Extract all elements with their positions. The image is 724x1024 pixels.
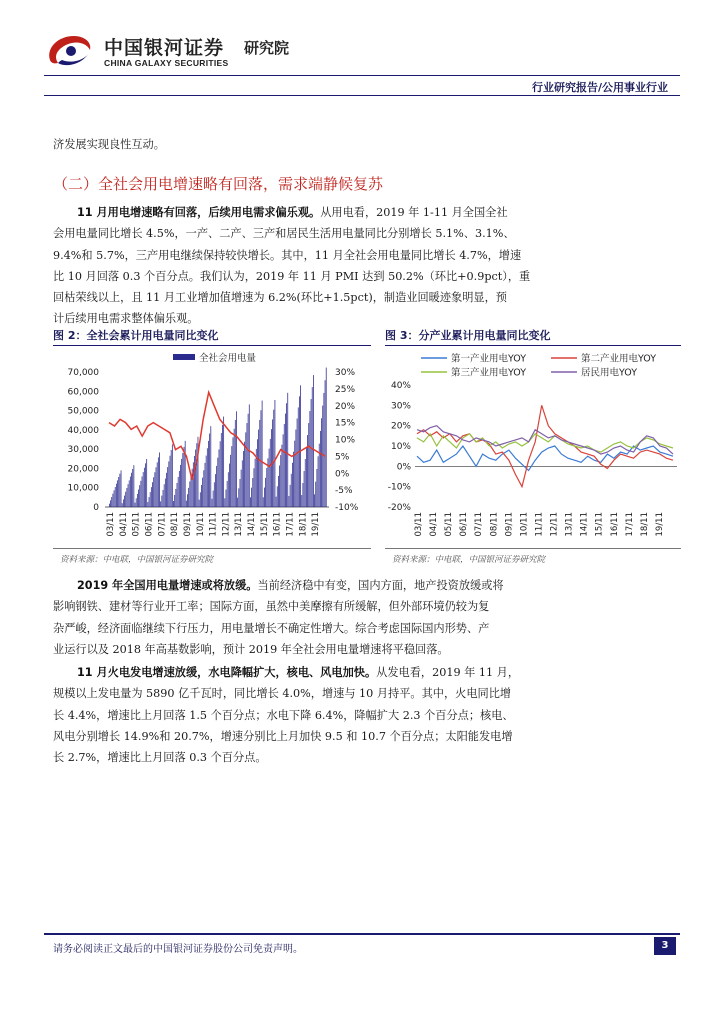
x-tick-label: 07/11: [474, 512, 485, 537]
bar: [266, 468, 267, 507]
x-tick-label: 09/11: [504, 512, 515, 537]
bar: [213, 491, 214, 507]
bar: [305, 459, 306, 507]
bar: [185, 441, 186, 507]
legend-label: 第二产业用电YOY: [581, 353, 657, 365]
bar: [182, 453, 183, 507]
y-right-tick-label: 20%: [335, 401, 356, 412]
legend-label: 第一产业用电YOY: [451, 353, 527, 365]
paragraph-text: 从用电看，2019 年 1-11 月全国全社: [320, 206, 508, 219]
bar: [292, 463, 293, 507]
bar: [124, 496, 125, 507]
bar: [265, 478, 266, 507]
bar: [215, 474, 216, 507]
bar: [226, 490, 227, 507]
bar: [142, 476, 143, 507]
paragraph-lead: 11 月火电发电增速放缓，水电降幅扩大，核电、风电加快。: [77, 666, 377, 679]
bar: [161, 496, 162, 507]
bar: [200, 492, 201, 507]
paragraph-line: 风电分别增长 14.9%和 20.7%，增速分别比上月加快 9.5 和 10.7 个百分点；太阳能发电增: [53, 729, 513, 743]
bar: [304, 471, 305, 507]
bar: [111, 497, 112, 507]
bar: [285, 414, 286, 507]
y-right-tick-label: -10%: [335, 503, 359, 513]
intro-tail-paragraph: [53, 134, 673, 155]
x-tick-label: 15/11: [594, 512, 605, 537]
page-number: 3: [654, 937, 676, 955]
y-left-tick-label: 50,000: [67, 406, 99, 417]
bar: [128, 484, 129, 507]
bar: [175, 489, 176, 507]
bar: [179, 471, 180, 507]
bar: [270, 439, 271, 507]
bar: [174, 495, 175, 507]
bar: [306, 447, 307, 507]
bar: [278, 476, 279, 507]
bar: [314, 494, 315, 507]
bar: [221, 433, 222, 507]
bar: [258, 430, 259, 507]
bar: [326, 368, 327, 507]
y-right-tick-label: -5%: [335, 486, 353, 497]
bar: [150, 492, 151, 507]
bar: [262, 401, 263, 507]
x-tick-label: 03/11: [106, 512, 116, 537]
footer-disclaimer: 请务必阅读正文最后的中国银河证券股份公司免责声明。: [53, 944, 303, 955]
bar: [284, 424, 285, 507]
paragraph-line: 业运行以及 2018 年高基数影响，预计 2019 年全社会用电量增速将平稳回落。: [53, 642, 449, 656]
figure2-title: 图 2：全社会累计用电量同比变化: [53, 329, 219, 342]
bar: [163, 490, 164, 507]
bar: [244, 442, 245, 507]
bar: [157, 462, 158, 507]
bar: [139, 485, 140, 507]
x-tick-label: 13/11: [234, 512, 245, 537]
x-tick-label: 17/11: [285, 512, 296, 537]
x-tick-label: 15/11: [259, 512, 270, 537]
bar: [251, 488, 252, 507]
bar: [171, 450, 172, 507]
bar: [194, 456, 195, 507]
bar: [118, 477, 119, 507]
report-type-label: 行业研究报告/公用事业行业: [531, 81, 668, 94]
bar: [147, 502, 148, 507]
bar: [180, 465, 181, 507]
bar: [261, 410, 262, 507]
bar: [312, 387, 313, 507]
bar: [234, 429, 235, 507]
bar: [138, 490, 139, 507]
bar: [318, 456, 319, 507]
x-tick-label: 06/11: [144, 512, 155, 537]
bar: [173, 501, 174, 507]
bar: [170, 456, 171, 507]
bar: [189, 481, 190, 507]
department-name: 研究院: [244, 39, 290, 57]
legend-label: 第三产业用电YOY: [451, 367, 527, 379]
figure2-chart: [53, 347, 371, 545]
bar: [158, 457, 159, 507]
paragraph-2019-outlook: [53, 575, 673, 660]
bar: [156, 467, 157, 507]
bar: [217, 458, 218, 507]
bar: [129, 480, 130, 507]
company-name-en: CHINA GALAXY SECURITIES: [104, 58, 229, 68]
bar: [136, 498, 137, 507]
bar: [222, 425, 223, 507]
y-right-tick-label: 25%: [335, 384, 356, 395]
bar: [228, 472, 229, 507]
bar: [193, 462, 194, 507]
bar: [149, 497, 150, 507]
figure3-title-rule: [385, 345, 681, 346]
y-tick-label: -20%: [387, 503, 411, 513]
paragraph-line: 计后续用电需求整体偏乐观。: [53, 312, 199, 326]
bar: [132, 469, 133, 507]
x-tick-label: 06/11: [459, 512, 470, 537]
paragraph-line: 影响钢铁、建材等行业开工率；国际方面，虽然中美摩擦有所缓解，但外部环境仍较为复: [53, 600, 490, 614]
bar: [233, 437, 234, 507]
bar: [186, 501, 187, 507]
bar: [238, 488, 239, 507]
x-tick-label: 11/11: [208, 512, 219, 537]
bar: [207, 448, 208, 507]
y-right-tick-label: 0%: [335, 469, 350, 480]
paragraph-electricity-demand: [53, 202, 673, 330]
bar: [321, 418, 322, 507]
x-tick-label: 09/11: [182, 512, 193, 537]
y-tick-label: -10%: [387, 482, 411, 493]
bar: [187, 494, 188, 507]
bar: [206, 456, 207, 507]
x-tick-label: 14/11: [579, 512, 590, 537]
paragraph-line: 规模以上发电量为 5890 亿千瓦时，同比增长 4.0%，增速与 10 月持平。其中，火电同比增: [53, 687, 512, 701]
bar: [308, 423, 309, 507]
paragraph-line: [53, 202, 673, 223]
company-name-cn: 中国银河证券: [104, 37, 225, 59]
bar: [283, 434, 284, 507]
bar: [254, 468, 255, 507]
y-right-tick-label: 15%: [335, 418, 356, 429]
bar: [130, 477, 131, 507]
x-tick-label: 16/11: [272, 512, 283, 537]
x-tick-label: 13/11: [564, 512, 575, 537]
bar: [114, 490, 115, 507]
bar: [216, 466, 217, 507]
bar: [208, 441, 209, 507]
x-tick-label: 04/11: [429, 512, 440, 537]
bar: [172, 444, 173, 507]
paragraph-line: 长 4.4%，增速比上月回落 1.5 个百分点；水电下降 6.4%，降幅扩大 2.3 个百分点；核电、: [53, 708, 514, 722]
bar: [131, 473, 132, 507]
footer-rule: [44, 933, 680, 935]
bar: [297, 419, 298, 508]
y-left-tick-label: 40,000: [67, 425, 99, 436]
bar: [245, 432, 246, 507]
paragraph-line: [53, 575, 673, 596]
bar: [271, 429, 272, 507]
bar: [250, 497, 251, 507]
paragraph-lead: 11 月用电增速略有回落，后续用电需求偏乐观。: [77, 206, 321, 219]
bar: [317, 469, 318, 507]
bar: [315, 482, 316, 507]
bar: [154, 472, 155, 507]
bar: [249, 404, 250, 507]
y-left-tick-label: 20,000: [67, 464, 99, 475]
bar: [252, 478, 253, 507]
bar: [219, 449, 220, 507]
y-left-tick-label: 70,000: [67, 368, 99, 378]
y-tick-label: 40%: [390, 381, 411, 391]
figure3-chart: [385, 347, 681, 545]
bar: [276, 497, 277, 507]
bar: [237, 498, 238, 507]
legend-label-total: 全社会用电量: [199, 353, 257, 364]
bar: [168, 461, 169, 507]
paragraph-line: [53, 662, 673, 683]
bar: [240, 479, 241, 507]
bar: [229, 464, 230, 507]
bar: [224, 498, 225, 507]
bar: [230, 455, 231, 507]
bar: [202, 478, 203, 507]
x-tick-label: 05/11: [444, 512, 455, 537]
y-left-tick-label: 30,000: [67, 445, 99, 456]
bar: [324, 393, 325, 507]
bar: [286, 403, 287, 507]
x-tick-label: 03/11: [414, 512, 424, 537]
bar: [257, 439, 258, 507]
x-tick-label: 12/11: [221, 512, 232, 537]
bar: [263, 497, 264, 507]
bar: [212, 499, 213, 507]
header-rule-bottom: [44, 95, 680, 96]
bar: [255, 459, 256, 507]
x-tick-label: 04/11: [118, 512, 129, 537]
bar: [115, 487, 116, 507]
bar: [214, 482, 215, 507]
bar: [223, 417, 224, 507]
x-tick-label: 08/11: [489, 512, 500, 537]
bar: [123, 499, 124, 507]
bar: [235, 420, 236, 507]
bar: [325, 380, 326, 507]
bar: [205, 463, 206, 507]
bar: [291, 474, 292, 507]
y-left-tick-label: 10,000: [67, 483, 99, 494]
figure2-title-rule: [53, 345, 371, 346]
bar: [313, 375, 314, 507]
bar: [247, 423, 248, 507]
bar: [164, 484, 165, 507]
bar: [152, 482, 153, 507]
bar: [192, 469, 193, 507]
legend-label: 居民用电YOY: [581, 367, 638, 379]
bar: [166, 473, 167, 507]
y-left-tick-label: 0: [93, 503, 99, 513]
bar: [264, 488, 265, 507]
bar: [287, 393, 288, 507]
bar: [143, 472, 144, 507]
bar: [199, 500, 200, 507]
bar: [109, 504, 110, 507]
paragraph-line: 9.4%和 5.7%，三产用电继续保持较快增长。其中，11 月全社会用电量同比增长 4.7%，增速: [53, 248, 522, 262]
bar: [290, 485, 291, 507]
bar: [277, 486, 278, 507]
x-tick-label: 19/11: [654, 512, 665, 537]
y-tick-label: 20%: [390, 421, 411, 432]
bar: [191, 475, 192, 507]
bar: [311, 399, 312, 507]
paragraph-line: 回枯荣线以上，且 11 月工业增加值增速为 6.2%(环比+1.5pct)，制造业回暖迹象明显，预: [53, 291, 507, 305]
paragraph-lead: 2019 年全国用电量增速或将放缓。: [77, 579, 258, 592]
y-right-tick-label: 10%: [335, 435, 356, 446]
bar: [273, 410, 274, 507]
bar: [203, 470, 204, 507]
bar: [248, 414, 249, 507]
bar: [159, 452, 160, 507]
x-tick-label: 18/11: [639, 512, 650, 537]
bar: [243, 451, 244, 507]
figure2-bottom-rule: [53, 548, 371, 549]
figure3-title: 图 3：分产业累计用电量同比变化: [385, 329, 551, 342]
bar: [126, 488, 127, 507]
x-tick-label: 12/11: [549, 512, 560, 537]
x-tick-label: 10/11: [519, 512, 530, 537]
bar: [137, 494, 138, 507]
galaxy-logo-icon: [44, 30, 94, 70]
bar: [310, 411, 311, 507]
figure3-source: 资料来源：中电联，中国银河证券研究院: [392, 555, 546, 565]
bar: [282, 445, 283, 507]
section-title: （二）全社会用电增速略有回落，需求端静候复苏: [53, 175, 384, 193]
bar: [269, 449, 270, 507]
bar: [160, 501, 161, 507]
bar: [231, 446, 232, 507]
bar: [133, 465, 134, 507]
bar: [293, 452, 294, 507]
bar: [210, 426, 211, 507]
paragraph-generation: [53, 662, 673, 768]
bar: [296, 430, 297, 507]
x-tick-label: 14/11: [247, 512, 258, 537]
bar: [300, 385, 301, 507]
bar: [188, 488, 189, 507]
bar: [279, 465, 280, 507]
bar: [196, 443, 197, 507]
bar: [110, 500, 111, 507]
bar: [116, 484, 117, 507]
bar: [236, 411, 237, 507]
x-tick-label: 11/11: [534, 512, 545, 537]
bar: [145, 463, 146, 507]
y-tick-label: 30%: [390, 401, 411, 412]
bar: [184, 447, 185, 507]
x-tick-label: 19/11: [311, 512, 322, 537]
bar: [289, 496, 290, 507]
paragraph-line: 杂严峻，经济面临继续下行压力，用电量增长不确定性增大。综合考虑国际国内形势、产: [53, 621, 490, 635]
bar: [151, 487, 152, 507]
bar: [117, 480, 118, 507]
header-rule: [44, 75, 680, 76]
bar: [178, 477, 179, 507]
y-left-tick-label: 60,000: [67, 387, 99, 398]
bar: [119, 474, 120, 507]
y-right-tick-label: 5%: [335, 452, 350, 463]
bar: [181, 459, 182, 507]
x-tick-label: 16/11: [609, 512, 620, 537]
bar: [227, 481, 228, 507]
bar: [122, 503, 123, 507]
bar: [146, 459, 147, 507]
y-tick-label: 0%: [396, 462, 411, 473]
bar: [280, 455, 281, 507]
bar: [220, 441, 221, 507]
paragraph-line: 济发展实现良性互动。: [53, 138, 165, 151]
paragraph-line: 长 2.7%，增速比上月回落 0.3 个百分点。: [53, 751, 267, 765]
figure3-bottom-rule: [385, 548, 681, 549]
paragraph-line: 比 10 月回落 0.3 个百分点。我们认为，2019 年 11 月 PMI 达到 50.2%（环比+0.9pct），重: [53, 269, 531, 283]
x-tick-label: 07/11: [157, 512, 168, 537]
bar: [242, 460, 243, 507]
paragraph-line: 会用电量同比增长 4.5%，一产、二产、三产和居民生活用电量同比分别增长 5.1%、3.1%、: [53, 227, 515, 241]
bar: [201, 485, 202, 507]
figure2-source: 资料来源：中电联，中国银河证券研究院: [60, 555, 214, 565]
bar: [153, 477, 154, 507]
x-tick-label: 18/11: [298, 512, 309, 537]
bar: [167, 467, 168, 507]
bar: [140, 481, 141, 507]
bar: [298, 407, 299, 507]
x-tick-label: 08/11: [170, 512, 181, 537]
bar: [241, 470, 242, 507]
x-tick-label: 17/11: [624, 512, 635, 537]
bar: [275, 400, 276, 507]
bar: [113, 494, 114, 507]
bar: [294, 441, 295, 507]
bar: [195, 450, 196, 507]
bar: [320, 431, 321, 507]
paragraph-text: 从发电看，2019 年 11 月，: [376, 666, 520, 679]
bar: [135, 503, 136, 507]
bar: [125, 492, 126, 507]
bar: [301, 495, 302, 507]
legend-swatch-total: [173, 354, 195, 360]
bar: [322, 406, 323, 507]
y-tick-label: 10%: [390, 442, 411, 452]
x-tick-label: 05/11: [131, 512, 142, 537]
bar: [144, 468, 145, 507]
bar: [177, 483, 178, 507]
bar: [209, 434, 210, 507]
x-tick-label: 10/11: [195, 512, 206, 537]
bar: [165, 479, 166, 507]
bar: [259, 420, 260, 507]
bar: [303, 483, 304, 507]
paragraph-text: 当前经济稳中有变，国内方面，地产投资放缓或将: [257, 579, 504, 592]
bar: [121, 470, 122, 507]
y-right-tick-label: 30%: [335, 368, 356, 378]
